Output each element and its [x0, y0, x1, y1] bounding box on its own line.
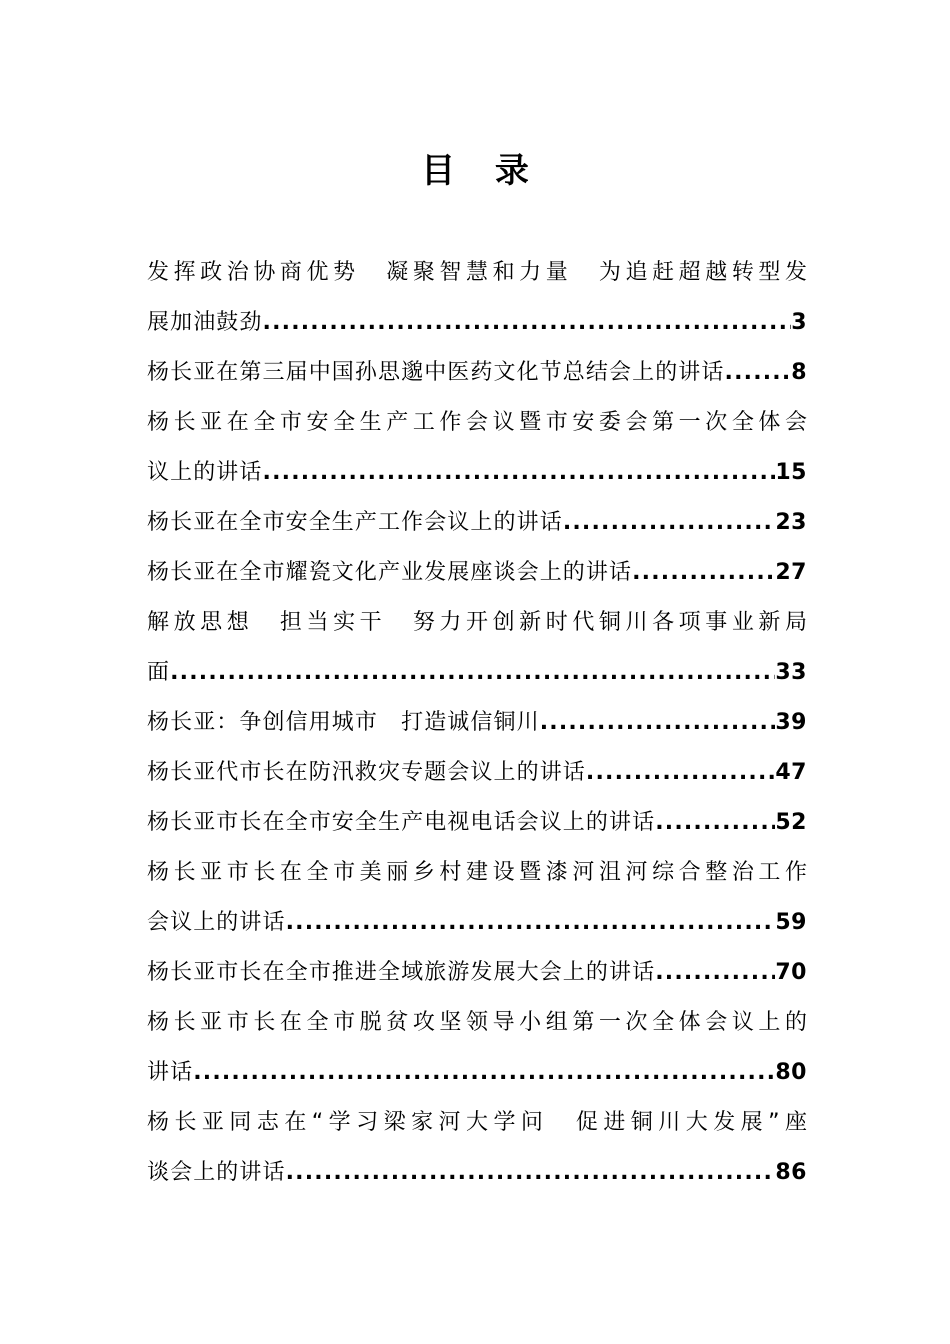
toc-entry-last-line [147, 648, 807, 698]
toc-dot-leader [170, 648, 775, 698]
toc-entry-last-line [147, 1048, 807, 1098]
toc-entry-title: 杨长亚市长在全市安全生产电视电话会议上的讲话 [147, 810, 656, 835]
toc-entry-title: 杨长亚在第三届中国孙思邈中医药文化节总结会上的讲话 [147, 360, 725, 385]
toc-entry-title: 面 [147, 660, 171, 685]
toc-entry[interactable] [147, 398, 807, 498]
toc-entry-last-line [147, 498, 807, 548]
toc-entry-title: 谈会上的讲话 [147, 1160, 286, 1185]
toc-page-number: 33 [775, 660, 807, 685]
toc-entry-line: 杨长亚在全市安全生产工作会议暨市安委会第一次全体会 [147, 410, 807, 435]
toc-entry-line: 杨长亚市长在全市脱贫攻坚领导小组第一次全体会议上的 [147, 1010, 807, 1035]
toc-entry[interactable] [147, 548, 807, 598]
toc-entry-title: 讲话 [147, 1060, 194, 1085]
toc-entry-title: 杨长亚在全市耀瓷文化产业发展座谈会上的讲话 [147, 560, 633, 585]
toc-dot-leader [263, 298, 792, 348]
toc-page-number: 39 [775, 710, 807, 735]
toc-entry-title: 杨长亚市长在全市推进全域旅游发展大会上的讲话 [147, 960, 656, 985]
toc-entry-last-line [147, 698, 807, 748]
toc-entry-last-line [147, 798, 807, 848]
toc-entry[interactable] [147, 948, 807, 998]
toc-dot-leader [563, 498, 776, 548]
toc-page-number: 47 [775, 760, 807, 785]
toc-entry[interactable] [147, 798, 807, 848]
toc-entry-line: 杨长亚市长在全市美丽乡村建设暨漆河沮河综合整治工作 [147, 860, 807, 885]
toc-entry-last-line [147, 448, 807, 498]
toc-entry-line: 解放思想 担当实干 努力开创新时代铜川各项事业新局 [147, 610, 807, 635]
toc-entry-last-line [147, 948, 807, 998]
toc-page-number: 80 [775, 1060, 807, 1085]
toc-dot-leader [286, 1148, 776, 1198]
toc-dot-leader [586, 748, 775, 798]
toc-entry-last-line [147, 1148, 807, 1198]
toc-entry[interactable] [147, 498, 807, 548]
toc-entry-title: 杨长亚在全市安全生产工作会议上的讲话 [147, 510, 563, 535]
toc-entry-line: 发挥政治协商优势 凝聚智慧和力量 为追赶超越转型发 [147, 260, 807, 285]
toc-entry-title: 展加油鼓劲 [147, 310, 263, 335]
toc-dot-leader [540, 698, 776, 748]
toc-entry[interactable] [147, 748, 807, 798]
toc-entry[interactable] [147, 248, 807, 348]
toc-page-number: 15 [775, 460, 807, 485]
toc-dot-leader [263, 448, 776, 498]
toc-entry-title: 杨长亚代市长在防汛救灾专题会议上的讲话 [147, 760, 586, 785]
toc-entry[interactable] [147, 848, 807, 948]
toc-entry-title: 议上的讲话 [147, 460, 263, 485]
toc-entry[interactable] [147, 998, 807, 1098]
toc-entry-line: 杨长亚同志在“学习梁家河大学问 促进铜川大发展”座 [147, 1110, 807, 1135]
toc-page-number: 70 [775, 960, 807, 985]
toc-page-number: 27 [775, 560, 807, 585]
toc-entry[interactable] [147, 348, 807, 398]
toc-dot-leader [193, 1048, 775, 1098]
toc-page-number: 86 [775, 1160, 807, 1185]
toc-entry-title: 杨长亚：争创信用城市 打造诚信铜川 [147, 710, 540, 735]
toc-dot-leader [632, 548, 775, 598]
page-title: 目 录 [421, 151, 543, 191]
toc-entry[interactable] [147, 598, 807, 698]
toc-entry-last-line [147, 548, 807, 598]
toc-entry-last-line [147, 348, 807, 398]
toc-entry-title: 会议上的讲话 [147, 910, 286, 935]
toc-entry-last-line [147, 298, 807, 348]
toc-page-number: 52 [775, 810, 807, 835]
toc-entry[interactable] [147, 1098, 807, 1198]
toc-page-number: 8 [791, 360, 807, 385]
toc-dot-leader [286, 898, 776, 948]
toc-dot-leader [655, 948, 775, 998]
toc-page-number: 23 [775, 510, 807, 535]
toc-page-number: 59 [775, 910, 807, 935]
toc-entry[interactable] [147, 698, 807, 748]
toc-entry-last-line [147, 748, 807, 798]
toc-dot-leader [725, 348, 792, 398]
table-of-contents [147, 248, 807, 1198]
toc-dot-leader [655, 798, 775, 848]
toc-entry-last-line [147, 898, 807, 948]
toc-page-number: 3 [791, 310, 807, 335]
